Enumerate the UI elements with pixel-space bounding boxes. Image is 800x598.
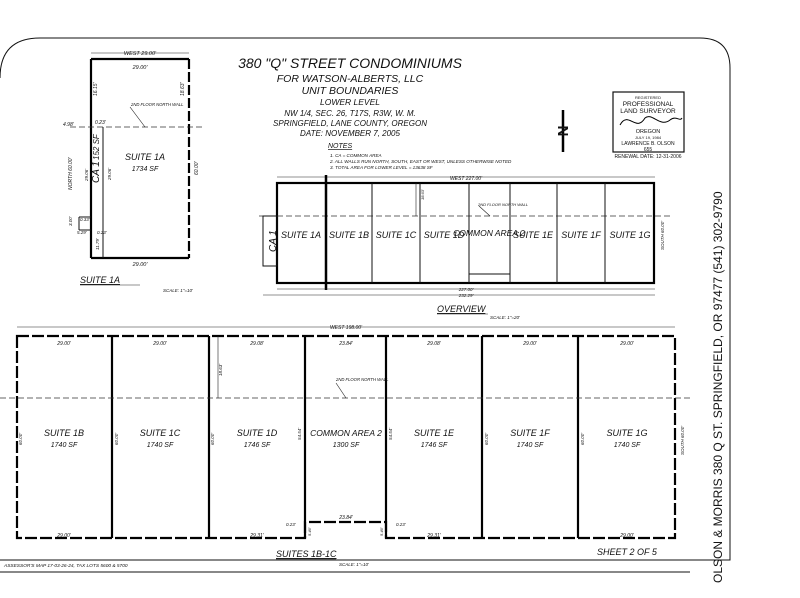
overview-unit-1g: SUITE 1G [609, 230, 651, 240]
suite1a-d1: 16.15' [93, 82, 99, 96]
suite1a-bottom-dim: 29.00' [132, 262, 148, 268]
suite-1e-side: 54.54' [388, 427, 393, 440]
stamp-date: JULY 19, 1984 [634, 135, 662, 140]
suite1a-d6: 5.29' [77, 230, 87, 235]
suite-1b-top: 29.00' [57, 341, 71, 347]
suite1a-caption: SUITE 1A [80, 275, 121, 285]
overview-unit-1e: SUITE 1E [512, 230, 554, 240]
notes-heading: NOTES [328, 143, 353, 150]
note-item-2: 2. ALL WALLS RUN NORTH, SOUTH, EAST OR WEST, UNLESS OTHERWISE NOTED [330, 159, 512, 164]
suites-wall-dim: 18.63' [218, 363, 223, 376]
suite-1f-name: SUITE 1F [510, 428, 550, 438]
suites-plan [0, 325, 690, 567]
overview-bottom-dim1: 227.00' [458, 287, 474, 292]
stamp-registered: REGISTERED [634, 95, 662, 100]
title-line6: SPRINGFIELD, LANE COUNTY, OREGON [273, 119, 427, 128]
suite1a-d5: 29.06' [84, 168, 89, 181]
suite1a-d10: 3.00' [68, 216, 73, 226]
suite1a-ca: CA 1 [91, 161, 102, 183]
suite-1b-side: 60.00' [18, 432, 23, 445]
title-line2: FOR WATSON-ALBERTS, LLC [276, 73, 424, 85]
suite1a-d3: 4.98' [63, 122, 74, 128]
surveyor-stamp [613, 92, 684, 160]
suite-1c-top: 29.00' [153, 341, 167, 347]
suite-1d-top: 29.08' [250, 341, 264, 347]
overview-unit-1d: SUITE 1D [423, 230, 465, 240]
suite-1b-area: 1740 SF [50, 442, 78, 449]
ca2-top: 23.84' [339, 341, 353, 347]
overview-bottom-dim2: 232.29' [458, 293, 474, 298]
suites-top-dim: WEST 198.00' [329, 325, 363, 331]
title-line5: NW 1/4, SEC. 26, T17S, R3W, W. M. [284, 109, 416, 118]
suite-1e-area: 1746 SF [420, 442, 448, 449]
suite-1d-side: 60.00' [210, 432, 215, 445]
suite1a-north-wall: 2ND FLOOR NORTH WALL [131, 102, 184, 107]
suite-1c-side: 60.00' [114, 432, 119, 445]
suite-1d-bottom: 29.31' [250, 533, 264, 539]
suite-1c-area: 1740 SF [146, 442, 174, 449]
suite-1c-name: SUITE 1C [139, 428, 181, 438]
north-arrow [555, 110, 572, 152]
stamp-state: OREGON [635, 129, 661, 135]
suite1a-area: 1734 SF [131, 166, 159, 173]
suite1a-right-dim: 60.00' [194, 161, 200, 175]
suite-1b-bottom: 29.00' [57, 533, 71, 539]
suite1a-scale: SCALE: 1"=10' [163, 288, 193, 293]
overview-unit-1b: SUITE 1B [328, 230, 370, 240]
stamp-land-surveyor: LAND SURVEYOR [620, 108, 676, 115]
ca2-notch-right: 0.23' [396, 522, 406, 527]
title-line3: UNIT BOUNDARIES [301, 85, 399, 97]
title-block [238, 55, 463, 138]
stamp-renewal: RENEWAL DATE: 12-31-2006 [614, 154, 682, 160]
sheet-border-corner [0, 38, 40, 78]
overview-unit-ca2: COMMON AREA 2 [453, 228, 525, 238]
ca2-notch-h1: 5.46' [307, 527, 312, 536]
assessor-map: ASSESSOR'S MAP 17-03-26-24, TAX LOTS 5600 & 5700 [4, 564, 128, 569]
suite-1e-name: SUITE 1E [413, 428, 455, 438]
suite1a-d4: 0.23' [95, 120, 106, 126]
suites-scale: SCALE: 1"=10' [339, 562, 369, 567]
suite1a-inner-top: 29.00' [132, 65, 148, 71]
overview-unit-1a: SUITE 1A [280, 230, 322, 240]
suite1a-left-dim: NORTH 60.00' [68, 157, 74, 190]
suite-1f-top: 29.00' [523, 341, 537, 347]
suite-1f-side: 60.00' [484, 432, 489, 445]
overview-caption: OVERVIEW [437, 304, 486, 314]
ca2-notch-left: 0.23' [286, 522, 296, 527]
suite1a-d8: 11.79' [95, 238, 100, 250]
suites-north-wall: 2ND FLOOR NORTH WALL [336, 377, 389, 382]
firm-info: OLSON & MORRIS 380 Q ST. SPRINGFIELD, OR 97477 (541) 302-9790 [711, 191, 725, 583]
suite1a-ca-area: 152 SF [92, 134, 101, 160]
overview-plan [259, 175, 670, 320]
suite-1b-name: SUITE 1B [43, 428, 85, 438]
stamp-professional: PROFESSIONAL [622, 101, 674, 108]
overview-d1: 18.63' [420, 189, 425, 200]
suite-1g-side: 60.00' [580, 432, 585, 445]
suites-caption: SUITES 1B-1C [276, 549, 337, 559]
ca2-area: 1300 SF [332, 442, 360, 449]
suite-1g-name: SUITE 1G [606, 428, 648, 438]
suite-1g-bottom: 29.00' [620, 533, 634, 539]
suite-1a-detail [63, 51, 205, 293]
stamp-number: 655 [643, 147, 653, 153]
suite1a-d9: 0.23' [97, 230, 107, 235]
suite1a-label: SUITE 1A [124, 152, 166, 162]
overview-top-dim: WEST 227.00' [449, 176, 483, 182]
overview-scale: SCALE: 1"=20' [490, 315, 520, 320]
overview-ca1: CA 1 [268, 230, 279, 252]
title-line1: 380 "Q" STREET CONDOMINIUMS [238, 55, 462, 71]
note-item-1: 1. CA = COMMON AREA [330, 153, 382, 158]
suite-1d-area: 1746 SF [243, 442, 271, 449]
overview-north-wall: 2ND FLOOR NORTH WALL [478, 202, 529, 207]
suites-right-dim: SOUTH 60.00' [680, 425, 685, 455]
suite-1f-area: 1740 SF [516, 442, 544, 449]
overview-right-dim: SOUTH 60.00' [660, 220, 665, 250]
overview-unit-1c: SUITE 1C [375, 230, 417, 240]
notes-block [328, 143, 512, 170]
suite-1g-area: 1740 SF [613, 442, 641, 449]
north-label: N [555, 125, 572, 137]
suite1a-d2: 18.63' [180, 82, 186, 96]
suite-1d-name: SUITE 1D [236, 428, 278, 438]
ca2-bottom: 23.84' [339, 515, 353, 521]
suite1a-d7: 0.33' [80, 217, 90, 222]
ca2-notch-h2: 5.46' [379, 527, 384, 536]
suite-1e-top: 29.08' [427, 341, 441, 347]
sheet-number: SHEET 2 OF 5 [597, 547, 657, 557]
suite-1e-bottom: 29.31' [427, 533, 441, 539]
note-item-3: 3. TOTAL AREA FOR LOWER LEVEL = 13638 SF [330, 165, 433, 170]
suite1a-d5b: 29.06' [107, 167, 112, 180]
title-line7: DATE: NOVEMBER 7, 2005 [300, 129, 400, 138]
overview-unit-1f: SUITE 1F [561, 230, 601, 240]
ca2-name: COMMON AREA 2 [310, 428, 382, 438]
suite-1g-top: 29.00' [620, 341, 634, 347]
suite1a-top-dim: WEST 29.00' [123, 51, 157, 57]
stamp-name: LAWRENCE B. OLSON [621, 141, 675, 147]
ca2-left-side: 54.54' [297, 427, 302, 440]
title-line4: LOWER LEVEL [320, 97, 380, 107]
